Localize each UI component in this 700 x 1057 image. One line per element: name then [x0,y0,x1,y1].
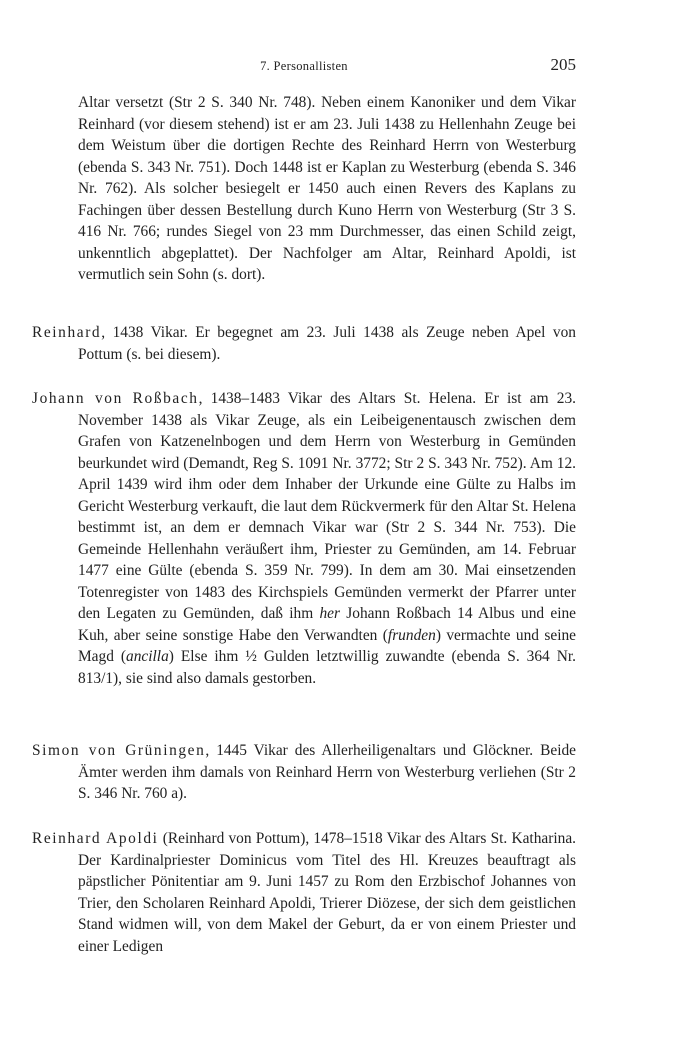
entry-italic: ancilla [126,648,169,665]
entry-continuation [32,92,576,286]
entry-headword: Johann von Roßbach [32,390,199,407]
entry-headword: Reinhard Apoldi [32,830,159,847]
running-header [32,55,576,77]
page-number: 205 [550,55,576,74]
entry-text: Johann Roßbach 14 Albus und eine Kuh, aber seine sonstige Habe den Verwandten ( [78,605,576,644]
entry-text: , 1438 Vikar. Er begegnet am 23. Juli 1438 als Zeuge neben Apel von Pottum (s. bei diesem). [78,324,576,363]
entry-reinhard-apoldi [32,828,576,957]
entry-italic: frunden [387,626,436,644]
entry-text: , 1438–1483 Vikar des Altars St. Helena. Er ist am 23. November 1438 als Vikar Zeuge, als ein Leibeigenentausch zwischen dem Grafen von Katzenelnbogen und dem Herrn von Westerburg in Gemünden beurkundet wird (Demandt, Reg S. 1091 Nr. 3772; Str 2 S. 343 Nr. 752). Am 12. April 1439 wird ihm oder dem Inhaber der Urkunde eine Gülte zu Halbs im Gericht Westerburg verkauft, die laut dem Rückvermerk für den Altar St. Helena bestimmt ist, an dem er demnach Vikar war (Str 2 S. 344 Nr. 753). Die Gemeinde Hellenhahn veräußert ihm, Priester zu Gemünden, am 14. Februar 1477 eine Gülte (ebenda S. 359 Nr. 799). In dem am 30. Mai einsetzenden Totenregister von 1483 des Kirchspiels Gemünden vermerkt der Pfarrer unter den Legaten zu Gemünden, daß ihm [78,390,576,622]
entry-text: ) Else ihm ½ Gulden letztwillig zuwandte (ebenda S. 364 Nr. 813/1), sie sind also damals gestorben. [78,648,576,687]
running-title: 7. Personallisten [260,59,348,73]
entry-italic: her [319,605,341,622]
entry-headword: Simon von Grüningen [32,742,206,759]
entry-headword: Reinhard [32,324,102,341]
entry-reinhard [32,322,576,365]
entry-text: ) vermachte und seine Magd ( [78,626,577,665]
entry-text: Altar versetzt (Str 2 S. 340 Nr. 748). Neben einem Kanoniker und dem Vikar Reinhard (vor diesem stehend) ist er am 23. Juli 1438 zu Hellenhahn Zeuge bei dem Weistum über die dortigen Rechte des Reinhard Herrn von Westerburg (ebenda S. 343 Nr. 751). Doch 1448 ist er Kaplan zu Westerburg (ebenda S. 346 Nr. 762). Als solcher besiegelt er 1450 auch einen Revers des Kaplans zu Fachingen über dessen Bestellung durch Kuno Herrn von Westerburg (Str 3 S. 416 Nr. 766; rundes Siegel von 23 mm Durchmesser, das einen Schild zeigt, unkenntlich abgeplattet). Der Nachfolger am Altar, Reinhard Apoldi, ist vermutlich sein Sohn (s. dort). [78,94,576,283]
entry-text: , 1445 Vikar des Allerheiligenaltars und Glöckner. Beide Ämter werden ihm damals von Reinhard Herrn von Westerburg verliehen (Str 2 S. 346 Nr. 760 a). [78,742,577,802]
entry-simon-von-grueningen [32,740,576,805]
entry-johann-von-rossbach [32,388,576,689]
entry-text: (Reinhard von Pottum), 1478–1518 Vikar des Altars St. Katharina. Der Kardinalpriester Dominicus vom Titel des Hl. Kreuzes beauftragt als päpstlicher Pönitentiar am 9. Juni 1457 zu Rom den Erzbischof Johannes von Trier, den Scholaren Reinhard Apoldi, Trierer Diözese, der sich dem geistlichen Stand widmen will, von dem Makel der Geburt, da er von einem Priester und einer Ledigen [78,830,576,955]
